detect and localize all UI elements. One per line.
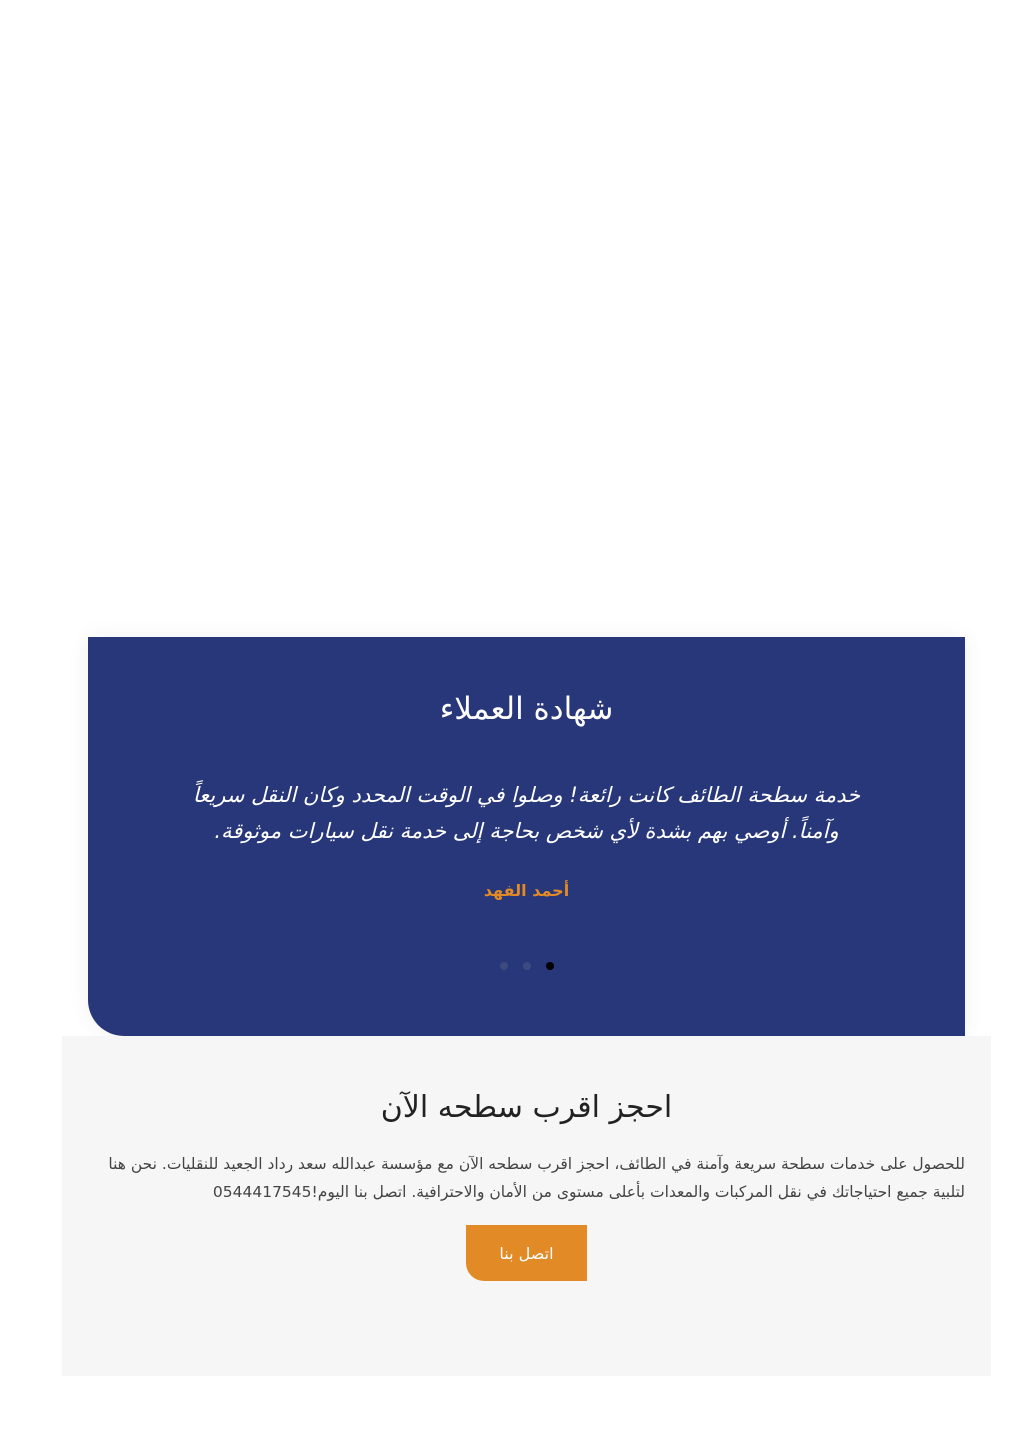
slider-dot-2[interactable] bbox=[523, 962, 531, 970]
contact-us-button[interactable]: اتصل بنا bbox=[466, 1225, 587, 1281]
testimonial-author: أحمد الفهد bbox=[483, 881, 570, 900]
testimonial-quote: خدمة سطحة الطائف كانت رائعة! وصلوا في الوقت المحدد وكان النقل سريعاً وآمناً. أوصي بهم بشدة لأي شخص بحاجة إلى خدمة نقل سيارات موثوقة. bbox=[192, 783, 861, 843]
booking-cta-section bbox=[62, 1036, 991, 1376]
testimonials-section bbox=[88, 637, 965, 1036]
slider-dots bbox=[88, 962, 965, 970]
slider-dot-1[interactable] bbox=[546, 962, 554, 970]
cta-title: احجز اقرب سطحه الآن bbox=[380, 1090, 673, 1125]
cta-description: للحصول على خدمات سطحة سريعة وآمنة في الطائف، احجز اقرب سطحه الآن مع مؤسسة عبدالله سعد رداد الجعيد للنقليات. نحن هنا لتلبية جميع احتياجاتك في نقل المركبات والمعدات بأعلى مستوى من الأمان والاحترافية. اتصل بنا اليوم!0544417545 bbox=[108, 1155, 965, 1201]
slider-dot-3[interactable] bbox=[500, 962, 508, 970]
testimonials-title: شهادة العملاء bbox=[439, 691, 614, 727]
